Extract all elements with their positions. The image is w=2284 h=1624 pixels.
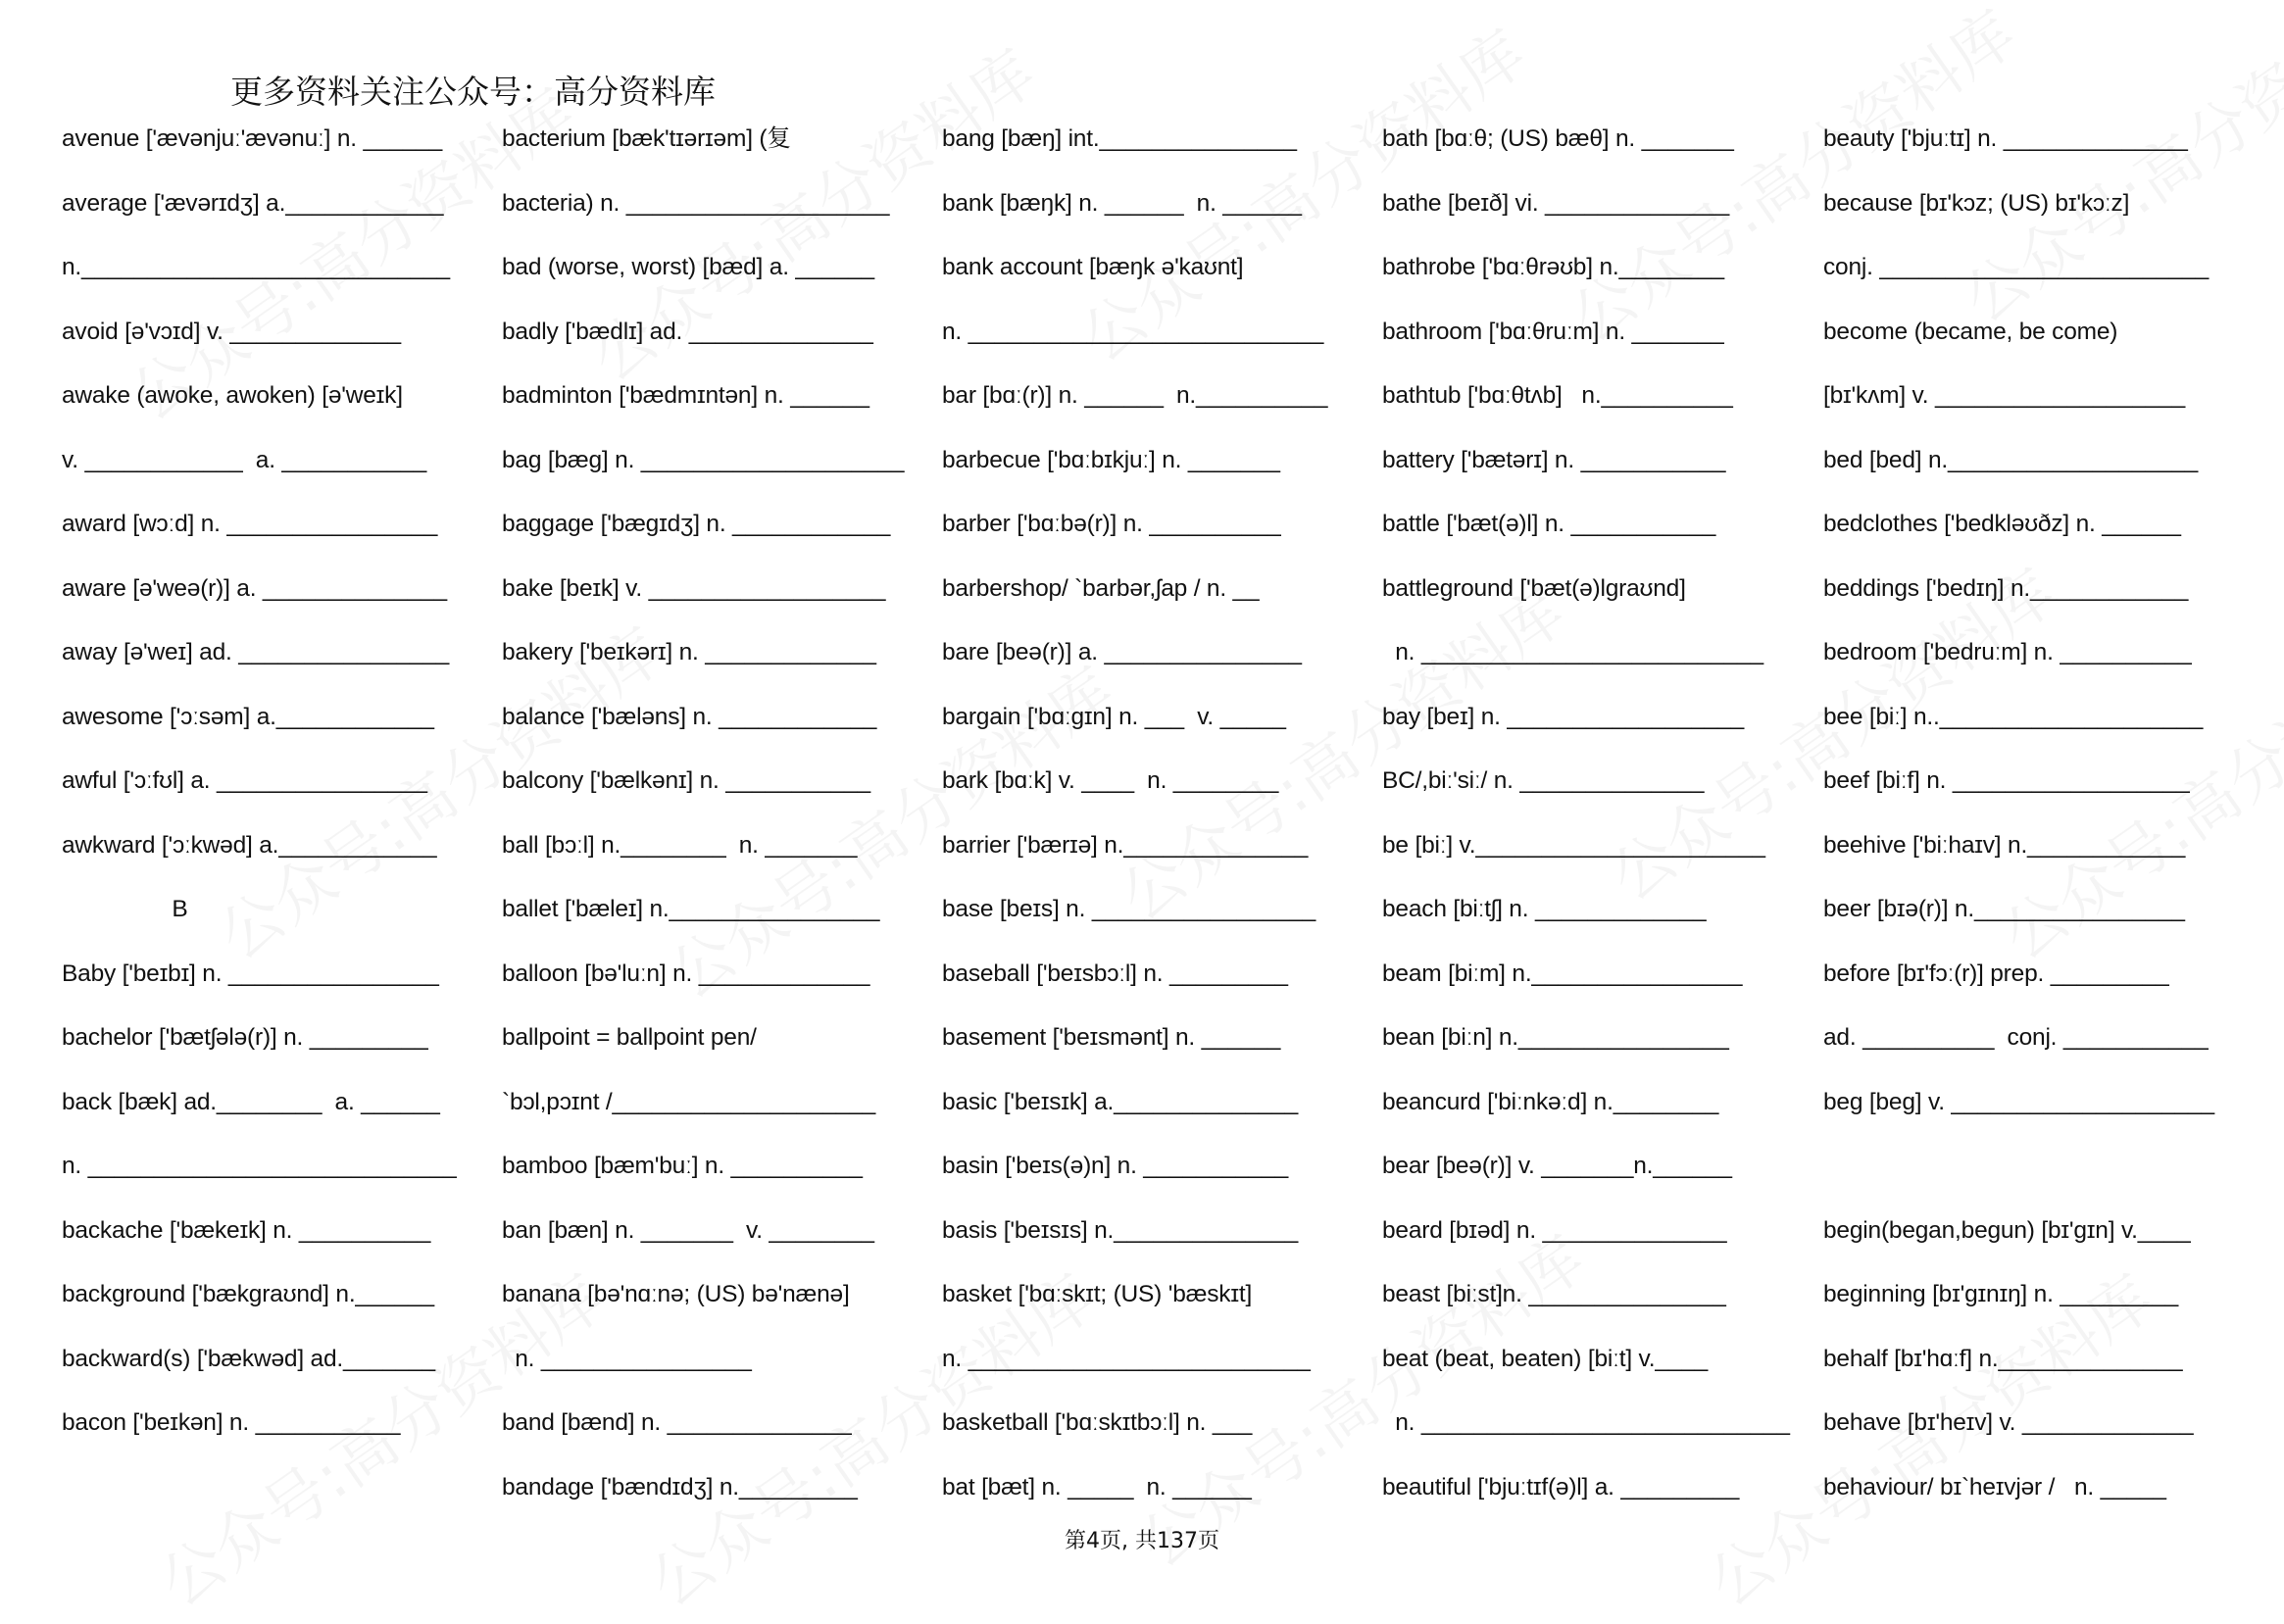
vocabulary-entry: beginning [bɪ'gɪnɪŋ] n. _________ (1823, 1281, 2179, 1307)
vocabulary-entry: baseball ['beɪsbɔːl] n. _________ (942, 960, 1288, 987)
vocabulary-entry: basic ['beɪsɪk] a.______________ (942, 1088, 1299, 1115)
vocabulary-entry: n. ____________________________ (62, 1153, 457, 1179)
vocabulary-entry: away [ə'weɪ] ad. ________________ (62, 639, 450, 665)
vocabulary-entry: bakery ['beɪkərɪ] n. _____________ (502, 639, 876, 665)
vocabulary-entry: back [bæk] ad.________ a. ______ (62, 1088, 440, 1115)
vocabulary-entry: bathrobe ['bɑːθrəʊb] n.________ (1382, 254, 1724, 280)
vocabulary-entry: basis ['beɪsɪs] n.______________ (942, 1216, 1299, 1244)
vocabulary-entry: banana [bə'nɑːnə; (US) bə'nænə] (502, 1281, 850, 1307)
vocabulary-entry: balcony ['bælkənɪ] n. ___________ (502, 767, 870, 794)
vocabulary-entry: ad. __________ conj. ___________ (1823, 1024, 2209, 1051)
vocabulary-entry: backache ['bækeɪk] n. __________ (62, 1216, 431, 1244)
vocabulary-entry: bee [biː] n..____________________ (1823, 703, 2204, 730)
vocabulary-entry: background ['bækgraʊnd] n.______ (62, 1281, 434, 1307)
vocabulary-entry: bathtub ['bɑːθtʌb] n.__________ (1382, 382, 1733, 409)
vocabulary-entry: bargain ['bɑːgɪn] n. ___ v. _____ (942, 703, 1286, 730)
vocabulary-entry: bad (worse, worst) [bæd] a. ______ (502, 254, 874, 280)
vocabulary-entry: awful ['ɔːfʊl] a. ________________ (62, 767, 427, 794)
vocabulary-entry: bear [beə(r)] v. _______n.______ (1382, 1153, 1732, 1179)
vocabulary-entry: behave [bɪ'heɪv] v. _____________ (1823, 1409, 2194, 1436)
vocabulary-entry: bath [bɑːθ; (US) bæθ] n. _______ (1382, 125, 1734, 152)
page-indicator: 第4页, 共137页 (1065, 1529, 1219, 1553)
vocabulary-entry: behalf [bɪ'hɑːf] n.______________ (1823, 1345, 2183, 1372)
vocabulary-entry: n. __________________________ (942, 1345, 1311, 1372)
vocabulary-entry: battery ['bætərɪ] n. ___________ (1382, 446, 1726, 473)
vocabulary-entry: B (62, 896, 188, 922)
vocabulary-entry: become (became, be come) (1823, 318, 2118, 345)
vocabulary-entry: backward(s) ['bækwəd] ad._______ (62, 1345, 435, 1372)
vocabulary-entry: awesome ['ɔːsəm] a.____________ (62, 703, 434, 730)
vocabulary-entry: bacon ['beɪkən] n. ___________ (62, 1409, 401, 1436)
vocabulary-entry: be [biː] v.______________________ (1382, 831, 1765, 859)
vocabulary-entry: bathroom ['bɑːθruːm] n. _______ (1382, 318, 1724, 345)
vocabulary-entry: barber ['bɑːbə(r)] n. __________ (942, 511, 1281, 537)
vocabulary-entry: band [bænd] n. ______________ (502, 1409, 852, 1436)
vocabulary-entry: bag [bæg] n. ____________________ (502, 446, 905, 473)
vocabulary-entry: badly ['bædlɪ] ad. ______________ (502, 318, 873, 345)
vocabulary-entry: bamboo [bæm'buː] n. __________ (502, 1153, 863, 1179)
vocabulary-entry: awake (awoke, awoken) [ə'weɪk] (62, 382, 403, 409)
vocabulary-entry: award [wɔːd] n. ________________ (62, 511, 438, 537)
vocabulary-entry: beg [beg] v. ____________________ (1823, 1088, 2214, 1115)
vocabulary-entry: n. ___________________________ (942, 318, 1324, 345)
vocabulary-entry: beard [bɪəd] n. ______________ (1382, 1216, 1727, 1244)
vocabulary-entry: beddings ['bedɪŋ] n.____________ (1823, 574, 2189, 602)
vocabulary-entry: base [beɪs] n. _________________ (942, 896, 1316, 922)
vocabulary-entry: bank [bæŋk] n. ______ n. ______ (942, 189, 1302, 217)
vocabulary-entry: [bɪ'kʌm] v. ___________________ (1823, 382, 2186, 409)
vocabulary-entry: n. __________________________ (1382, 639, 1763, 665)
vocabulary-entry: barbecue ['bɑːbɪkjuː] n. _______ (942, 446, 1280, 473)
vocabulary-entry: beancurd ['biːnkəːd] n.________ (1382, 1088, 1719, 1115)
vocabulary-entry (1823, 1147, 2255, 1186)
vocabulary-entry: bake [beɪk] v. __________________ (502, 574, 886, 602)
vocabulary-entry: bed [bed] n.___________________ (1823, 446, 2199, 473)
vocabulary-entry: bank account [bæŋk ə'kaʊnt] (942, 254, 1244, 280)
vocabulary-entry: avenue ['ævənjuː'ævənuː] n. ______ (62, 125, 443, 152)
vocabulary-entry: beach [biːtʃ] n. _____________ (1382, 896, 1707, 922)
vocabulary-entry: bacteria) n. ____________________ (502, 189, 890, 217)
vocabulary-entry: baggage ['bægɪdʒ] n. ____________ (502, 511, 891, 537)
watermark-text (1100, 564, 1580, 937)
vocabulary-entry: barbershop/ `barbər,ʃap / n. __ (942, 574, 1260, 602)
vocabulary-entry: battleground ['bæt(ə)lgraʊnd] (1382, 574, 1686, 602)
vocabulary-entry: bathe [beɪð] vi. ______________ (1382, 189, 1730, 217)
vocabulary-entry: n. ________________ (502, 1345, 752, 1372)
vocabulary-entry: awkward ['ɔːkwəd] a.____________ (62, 831, 437, 859)
vocabulary-entry: bare [beə(r)] a. _______________ (942, 639, 1302, 665)
vocabulary-entry: conj. _________________________ (1823, 254, 2210, 280)
vocabulary-entry: beauty ['bjuːtɪ] n. ______________ (1823, 125, 2188, 152)
watermark-text (1551, 0, 2031, 360)
vocabulary-entry: ban [bæn] n. _______ v. ________ (502, 1216, 874, 1244)
vocabulary-entry: bar [bɑː(r)] n. ______ n.__________ (942, 382, 1328, 409)
vocabulary-entry: n. ____________________________ (1382, 1409, 1790, 1436)
vocabulary-entry: n.____________________________ (62, 254, 450, 280)
vocabulary-entry: ballet ['bæleɪ] n.________________ (502, 896, 880, 922)
vocabulary-entry: basin ['beɪs(ə)n] n. ___________ (942, 1153, 1288, 1179)
vocabulary-entry: begin(began,begun) [bɪ'gɪn] v.____ (1823, 1216, 2191, 1244)
vocabulary-entry: bandage ['bændɪdʒ] n._________ (502, 1473, 858, 1501)
vocabulary-entry: bedroom ['bedruːm] n. __________ (1823, 639, 2192, 665)
vocabulary-entry: bedclothes ['bedkləʊðz] n. ______ (1823, 511, 2181, 537)
vocabulary-entry: basket ['bɑːskɪt; (US) 'bæskɪt] (942, 1281, 1253, 1307)
vocabulary-entry (62, 1468, 493, 1507)
vocabulary-entry: badminton ['bædmɪntən] n. ______ (502, 382, 869, 409)
vocabulary-entry: beast [biːst]n. _______________ (1382, 1281, 1726, 1307)
vocabulary-entry: v. ____________ a. ___________ (62, 446, 427, 473)
vocabulary-entry: beehive ['biːhaɪv] n.____________ (1823, 831, 2186, 859)
vocabulary-entry: aware [ə'weə(r)] a. ______________ (62, 574, 447, 602)
vocabulary-entry: Baby ['beɪbɪ] n. ________________ (62, 960, 439, 987)
vocabulary-entry: battle ['bæt(ə)l] n. ___________ (1382, 511, 1716, 537)
vocabulary-entry: balance ['bæləns] n. ____________ (502, 703, 877, 730)
vocabulary-entry: beef [biːf] n. __________________ (1823, 767, 2190, 794)
vocabulary-entry: BC/,biː'siː/ n. ______________ (1382, 767, 1705, 794)
vocabulary-entry: average ['ævərɪdʒ] a.____________ (62, 189, 444, 217)
vocabulary-entry: beam [biːm] n.________________ (1382, 960, 1743, 987)
vocabulary-entry: `bɔl,pɔɪnt /____________________ (502, 1088, 876, 1115)
vocabulary-entry: bark [bɑːk] v. ____ n. ________ (942, 767, 1279, 794)
vocabulary-entry: bean [biːn] n.________________ (1382, 1024, 1729, 1051)
vocabulary-entry: bat [bæt] n. _____ n. ______ (942, 1473, 1252, 1501)
vocabulary-entry: barrier ['bærɪə] n.______________ (942, 831, 1309, 859)
vocabulary-entry: basement ['beɪsmənt] n. ______ (942, 1024, 1281, 1051)
vocabulary-entry: behaviour/ bɪ`heɪvjər / n. _____ (1823, 1473, 2166, 1501)
page-title: 更多资料关注公众号：高分资料库 (230, 73, 716, 111)
vocabulary-entry: bay [beɪ] n. __________________ (1382, 703, 1745, 730)
vocabulary-entry: basketball ['bɑːskɪtbɔːl] n. ___ (942, 1409, 1253, 1436)
vocabulary-entry: because [bɪ'kɔz; (US) bɪ'kɔːz] (1823, 189, 2130, 217)
vocabulary-entry: ball [bɔːl] n.________ n. _______ (502, 831, 858, 859)
vocabulary-entry: ballpoint = ballpoint pen/ (502, 1024, 757, 1051)
vocabulary-entry: bang [bæŋ] int._______________ (942, 125, 1297, 152)
vocabulary-entry: beer [bɪə(r)] n.________________ (1823, 896, 2185, 922)
vocabulary-entry: balloon [bə'luːn] n. _____________ (502, 960, 870, 987)
vocabulary-entry: beat (beat, beaten) [biːt] v.____ (1382, 1345, 1709, 1372)
vocabulary-entry: beautiful ['bjuːtɪf(ə)l] a. _________ (1382, 1473, 1740, 1501)
vocabulary-entry: before [bɪ'fɔː(r)] prep. _________ (1823, 960, 2169, 987)
vocabulary-entry: avoid [ə'vɔɪd] v. _____________ (62, 318, 401, 345)
watermark-text (1943, 0, 2284, 340)
vocabulary-entry: bacterium [bæk'tɪərɪəm] (复 (502, 125, 791, 152)
vocabulary-entry: bachelor ['bætʃələ(r)] n. _________ (62, 1024, 428, 1051)
